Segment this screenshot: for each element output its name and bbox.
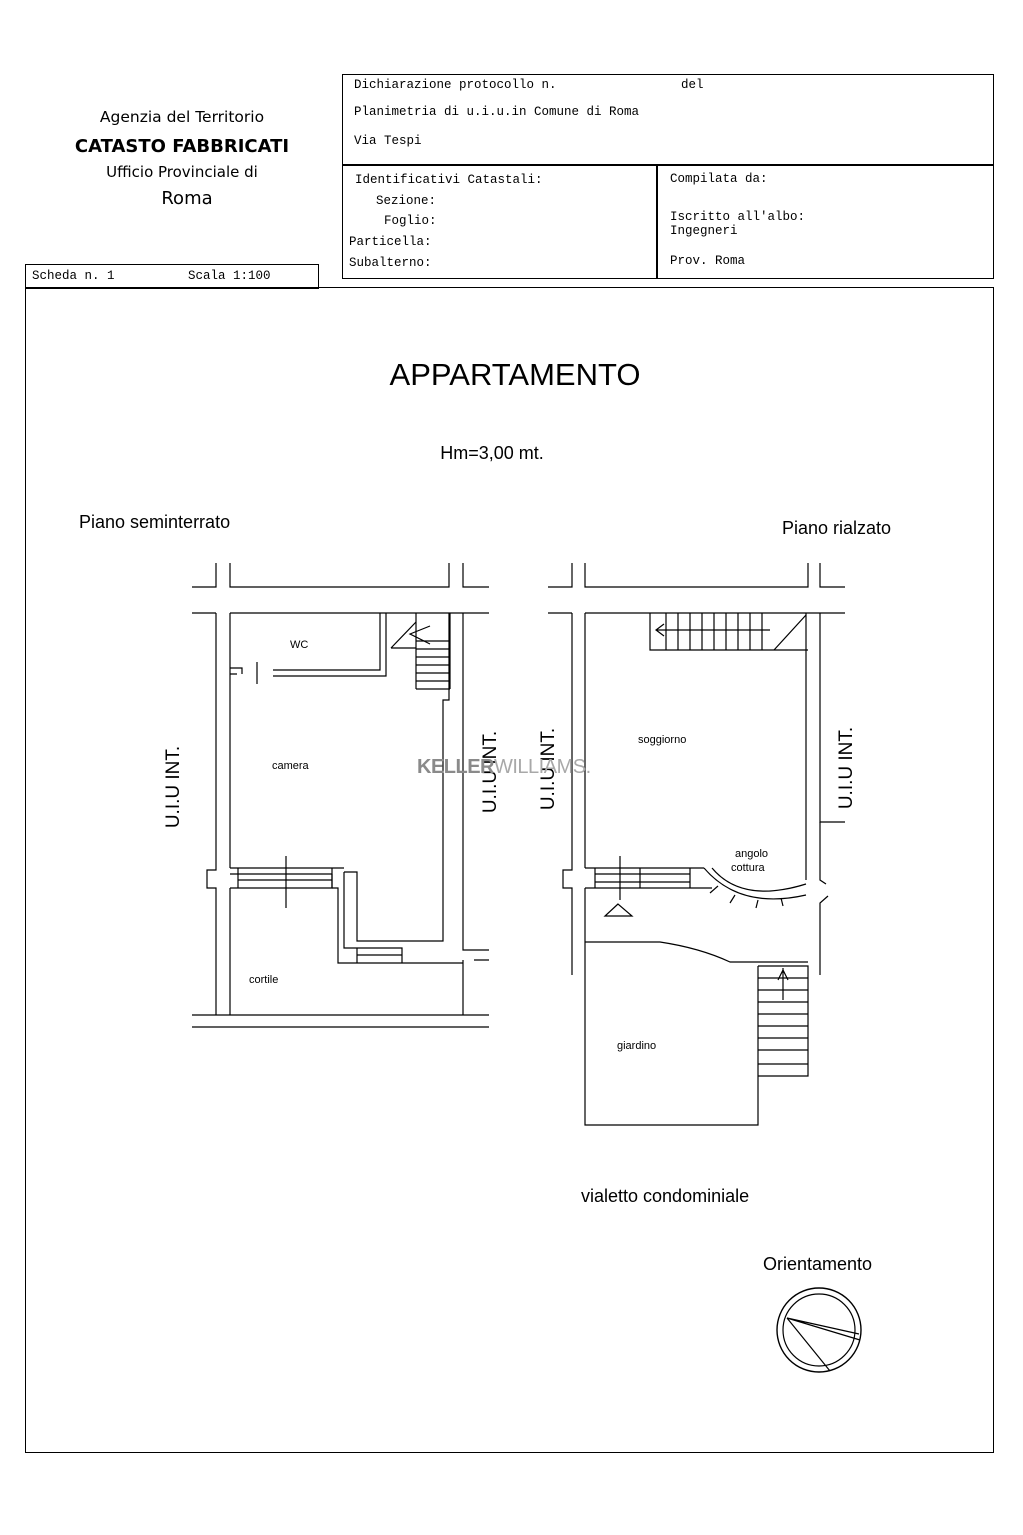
plan-title: APPARTAMENTO (389, 357, 641, 392)
sezione-label: Sezione: (376, 194, 437, 208)
orientamento-label: Orientamento (763, 1254, 873, 1274)
room-cortile: cortile (249, 974, 279, 986)
compilata-label: Compilata da: (670, 172, 768, 186)
del-label: del (681, 78, 704, 92)
iscritto-label: Iscritto all'albo: (670, 210, 806, 224)
particella-label: Particella: (349, 235, 432, 249)
ufficio-provinciale: Ufficio Provinciale di (106, 163, 258, 181)
floor-label-left: Piano seminterrato (79, 512, 231, 532)
uiu-label-left-outer: U.I.U INT. (163, 745, 184, 829)
room-giardino: giardino (617, 1040, 657, 1052)
watermark-bold: KELLER (417, 756, 494, 778)
prov-label: Prov. Roma (670, 254, 746, 268)
ufficio-city: Roma (161, 188, 213, 209)
scheda-number: Scheda n. 1 (32, 269, 115, 283)
room-camera: camera (272, 760, 309, 772)
compass-icon (777, 1288, 861, 1372)
identificativi-label: Identificativi Catastali: (355, 173, 543, 187)
watermark-light: WILLIAMS. (494, 756, 591, 778)
watermark-logo (417, 756, 591, 779)
room-wc: WC (290, 639, 309, 651)
uiu-label-left-inner: U.I.U INT. (480, 730, 501, 814)
room-soggiorno: soggiorno (638, 734, 687, 746)
foglio-label: Foglio: (384, 214, 437, 228)
floor-label-right: Piano rialzato (782, 518, 892, 538)
uiu-label-right-outer: U.I.U INT. (836, 726, 857, 810)
albo-value: Ingegneri (670, 224, 738, 238)
room-cottura: cottura (731, 862, 765, 874)
plan-height: Hm=3,00 mt. (440, 443, 544, 463)
address-label: Via Tespi (354, 134, 422, 148)
scheda-scale: Scala 1:100 (188, 269, 271, 283)
uiu-label-right-inner: U.I.U INT. (538, 727, 559, 811)
planimetria-label: Planimetria di u.i.u.in Comune di Roma (354, 105, 640, 119)
agency-name: Agenzia del Territorio (99, 108, 265, 126)
vialetto-label: vialetto condominiale (581, 1186, 750, 1206)
room-angolo: angolo (735, 848, 769, 860)
protocollo-label: Dichiarazione protocollo n. (354, 78, 557, 92)
subalterno-label: Subalterno: (349, 256, 432, 270)
catasto-fabbricati: CATASTO FABBRICATI (74, 136, 290, 157)
